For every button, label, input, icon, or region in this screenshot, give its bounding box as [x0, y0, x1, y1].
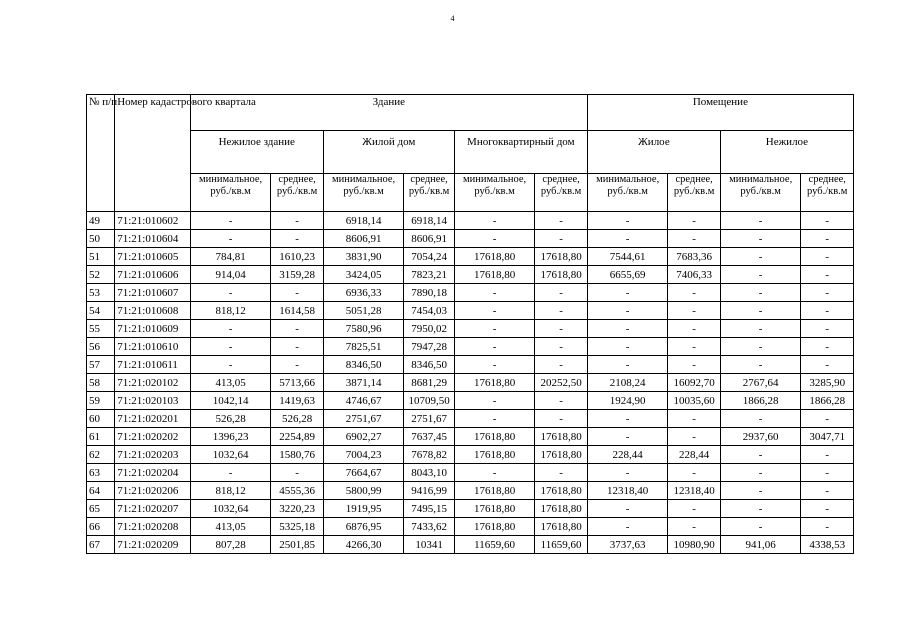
price-cell: -: [535, 320, 587, 338]
price-cell: -: [587, 518, 668, 536]
price-cell: -: [454, 230, 535, 248]
price-cell: -: [535, 212, 587, 230]
cadastral-number: 71:21:010610: [115, 338, 191, 356]
price-cell: -: [454, 284, 535, 302]
price-cell: 2501,85: [271, 536, 323, 554]
price-cell: -: [720, 410, 801, 428]
price-cell: -: [801, 410, 854, 428]
row-number: 60: [87, 410, 115, 428]
price-cell: 1032,64: [190, 500, 271, 518]
price-cell: -: [271, 320, 323, 338]
price-cell: -: [720, 482, 801, 500]
cadastral-number: 71:21:010606: [115, 266, 191, 284]
header-min-price: минимальное, руб./кв.м: [720, 174, 801, 212]
price-cell: -: [535, 410, 587, 428]
header-min-price: минимальное, руб./кв.м: [587, 174, 668, 212]
price-cell: -: [801, 320, 854, 338]
table-row: [87, 464, 854, 482]
price-cell: 17618,80: [454, 518, 535, 536]
price-cell: 526,28: [271, 410, 323, 428]
table-row: [87, 338, 854, 356]
price-cell: 6902,27: [323, 428, 404, 446]
cadastral-value-table: [86, 94, 854, 554]
price-cell: -: [720, 464, 801, 482]
price-cell: -: [668, 410, 720, 428]
price-cell: -: [720, 248, 801, 266]
price-cell: 10341: [404, 536, 454, 554]
price-cell: -: [668, 284, 720, 302]
cadastral-number: 71:21:020207: [115, 500, 191, 518]
price-cell: 20252,50: [535, 374, 587, 392]
price-cell: 7495,15: [404, 500, 454, 518]
price-cell: 228,44: [668, 446, 720, 464]
price-cell: 7406,33: [668, 266, 720, 284]
price-cell: -: [668, 302, 720, 320]
price-cell: 784,81: [190, 248, 271, 266]
header-non-residential: Нежилое: [720, 131, 853, 174]
price-cell: 1866,28: [801, 392, 854, 410]
price-cell: 1042,14: [190, 392, 271, 410]
table-row: [87, 518, 854, 536]
price-cell: -: [668, 464, 720, 482]
row-number: 62: [87, 446, 115, 464]
price-cell: -: [454, 410, 535, 428]
price-cell: 8606,91: [404, 230, 454, 248]
price-cell: -: [454, 302, 535, 320]
row-number: 64: [87, 482, 115, 500]
price-cell: -: [535, 464, 587, 482]
price-cell: 2937,60: [720, 428, 801, 446]
price-cell: 3831,90: [323, 248, 404, 266]
price-cell: -: [720, 284, 801, 302]
price-cell: -: [271, 464, 323, 482]
price-cell: 6918,14: [323, 212, 404, 230]
cadastral-number: 71:21:010607: [115, 284, 191, 302]
price-cell: 8681,29: [404, 374, 454, 392]
price-cell: 11659,60: [454, 536, 535, 554]
price-cell: 7637,45: [404, 428, 454, 446]
price-cell: 7054,24: [404, 248, 454, 266]
table-row: [87, 374, 854, 392]
price-cell: 7890,18: [404, 284, 454, 302]
price-cell: -: [801, 446, 854, 464]
price-cell: 7825,51: [323, 338, 404, 356]
cadastral-number: 71:21:020102: [115, 374, 191, 392]
price-cell: 4555,36: [271, 482, 323, 500]
table-row: [87, 428, 854, 446]
row-number: 54: [87, 302, 115, 320]
price-cell: 7823,21: [404, 266, 454, 284]
price-cell: 10709,50: [404, 392, 454, 410]
price-cell: 2751,67: [323, 410, 404, 428]
header-avg-price: среднее, руб./кв.м: [271, 174, 323, 212]
price-cell: 2254,89: [271, 428, 323, 446]
header-min-price: минимальное, руб./кв.м: [454, 174, 535, 212]
price-cell: 6918,14: [404, 212, 454, 230]
price-cell: 4338,53: [801, 536, 854, 554]
cadastral-number: 71:21:020209: [115, 536, 191, 554]
price-cell: -: [801, 230, 854, 248]
price-cell: -: [720, 212, 801, 230]
price-cell: 413,05: [190, 374, 271, 392]
row-number: 52: [87, 266, 115, 284]
price-cell: -: [271, 230, 323, 248]
header-avg-price: среднее, руб./кв.м: [535, 174, 587, 212]
price-cell: -: [454, 320, 535, 338]
price-cell: 11659,60: [535, 536, 587, 554]
price-cell: 17618,80: [535, 248, 587, 266]
price-cell: -: [801, 500, 854, 518]
price-cell: 8346,50: [404, 356, 454, 374]
price-cell: -: [801, 338, 854, 356]
price-cell: 2108,24: [587, 374, 668, 392]
price-cell: 3220,23: [271, 500, 323, 518]
price-cell: 6655,69: [587, 266, 668, 284]
price-cell: -: [587, 428, 668, 446]
price-cell: 818,12: [190, 482, 271, 500]
cadastral-number: 71:21:010609: [115, 320, 191, 338]
price-cell: -: [801, 518, 854, 536]
price-cell: -: [801, 482, 854, 500]
price-cell: 5713,66: [271, 374, 323, 392]
price-cell: 17618,80: [535, 428, 587, 446]
price-cell: 3737,63: [587, 536, 668, 554]
row-number: 59: [87, 392, 115, 410]
row-number: 61: [87, 428, 115, 446]
price-cell: -: [720, 338, 801, 356]
cadastral-number: 71:21:020103: [115, 392, 191, 410]
price-cell: 17618,80: [454, 500, 535, 518]
price-cell: -: [587, 212, 668, 230]
header-cadastral-quarter: Номер кадастрового квартала: [115, 95, 191, 212]
price-cell: -: [720, 266, 801, 284]
table-row: [87, 446, 854, 464]
row-number: 66: [87, 518, 115, 536]
price-cell: 807,28: [190, 536, 271, 554]
price-cell: -: [801, 302, 854, 320]
price-cell: 1396,23: [190, 428, 271, 446]
price-cell: -: [801, 266, 854, 284]
price-cell: -: [720, 356, 801, 374]
price-cell: -: [190, 212, 271, 230]
price-cell: -: [587, 356, 668, 374]
price-cell: -: [668, 230, 720, 248]
price-cell: -: [535, 338, 587, 356]
price-cell: 3159,28: [271, 266, 323, 284]
price-cell: 228,44: [587, 446, 668, 464]
price-cell: -: [587, 230, 668, 248]
price-cell: 526,28: [190, 410, 271, 428]
cadastral-number: 71:21:020206: [115, 482, 191, 500]
price-cell: 1614,58: [271, 302, 323, 320]
cadastral-number: 71:21:020202: [115, 428, 191, 446]
table-row: [87, 536, 854, 554]
price-cell: -: [535, 392, 587, 410]
price-cell: 914,04: [190, 266, 271, 284]
price-cell: 1580,76: [271, 446, 323, 464]
price-cell: 17618,80: [535, 446, 587, 464]
price-cell: 1032,64: [190, 446, 271, 464]
price-cell: 3285,90: [801, 374, 854, 392]
header-min-price: минимальное, руб./кв.м: [190, 174, 271, 212]
price-cell: -: [535, 356, 587, 374]
table-row: [87, 284, 854, 302]
price-cell: 7664,67: [323, 464, 404, 482]
price-cell: 17618,80: [454, 266, 535, 284]
row-number: 56: [87, 338, 115, 356]
price-cell: -: [454, 356, 535, 374]
table-row: [87, 302, 854, 320]
price-cell: -: [454, 212, 535, 230]
price-cell: 1924,90: [587, 392, 668, 410]
price-cell: 3047,71: [801, 428, 854, 446]
cadastral-number: 71:21:010605: [115, 248, 191, 266]
row-number: 65: [87, 500, 115, 518]
price-cell: -: [587, 500, 668, 518]
header-min-price: минимальное, руб./кв.м: [323, 174, 404, 212]
row-number: 50: [87, 230, 115, 248]
price-cell: 7433,62: [404, 518, 454, 536]
row-number: 63: [87, 464, 115, 482]
table-row: [87, 212, 854, 230]
price-cell: -: [587, 410, 668, 428]
price-cell: -: [801, 212, 854, 230]
table-row: [87, 410, 854, 428]
price-cell: 17618,80: [454, 428, 535, 446]
price-cell: -: [668, 356, 720, 374]
price-cell: 413,05: [190, 518, 271, 536]
price-cell: 7683,36: [668, 248, 720, 266]
cadastral-number: 71:21:020201: [115, 410, 191, 428]
table-row: [87, 392, 854, 410]
price-cell: -: [271, 356, 323, 374]
page-number: 4: [450, 14, 455, 23]
price-cell: 17618,80: [454, 446, 535, 464]
price-cell: 3424,05: [323, 266, 404, 284]
price-cell: -: [454, 392, 535, 410]
cadastral-number: 71:21:010602: [115, 212, 191, 230]
price-cell: 1866,28: [720, 392, 801, 410]
price-cell: 16092,70: [668, 374, 720, 392]
price-cell: -: [668, 212, 720, 230]
price-cell: -: [668, 500, 720, 518]
price-cell: 7947,28: [404, 338, 454, 356]
price-cell: 7950,02: [404, 320, 454, 338]
price-cell: -: [587, 284, 668, 302]
price-cell: -: [720, 500, 801, 518]
price-cell: 7678,82: [404, 446, 454, 464]
price-cell: -: [720, 230, 801, 248]
header-row-number: № п/п: [87, 95, 115, 212]
cadastral-number: 71:21:010608: [115, 302, 191, 320]
price-cell: -: [801, 356, 854, 374]
price-cell: 8346,50: [323, 356, 404, 374]
table-row: [87, 230, 854, 248]
price-cell: -: [271, 284, 323, 302]
price-cell: 6876,95: [323, 518, 404, 536]
header-avg-price: среднее, руб./кв.м: [668, 174, 720, 212]
price-cell: -: [720, 320, 801, 338]
price-cell: 17618,80: [535, 518, 587, 536]
price-cell: 7454,03: [404, 302, 454, 320]
price-cell: 4266,30: [323, 536, 404, 554]
header-avg-price: среднее, руб./кв.м: [801, 174, 854, 212]
price-cell: 1610,23: [271, 248, 323, 266]
price-cell: 1419,63: [271, 392, 323, 410]
row-number: 67: [87, 536, 115, 554]
price-cell: 2751,67: [404, 410, 454, 428]
price-cell: 12318,40: [587, 482, 668, 500]
price-cell: 2767,64: [720, 374, 801, 392]
price-cell: -: [587, 302, 668, 320]
price-cell: -: [720, 446, 801, 464]
price-cell: -: [535, 302, 587, 320]
price-cell: 6936,33: [323, 284, 404, 302]
price-cell: 7004,23: [323, 446, 404, 464]
price-cell: 818,12: [190, 302, 271, 320]
price-cell: -: [190, 230, 271, 248]
price-cell: -: [587, 320, 668, 338]
price-cell: -: [271, 212, 323, 230]
row-number: 58: [87, 374, 115, 392]
header-building: Здание: [190, 95, 587, 131]
price-cell: -: [190, 464, 271, 482]
price-cell: -: [801, 248, 854, 266]
price-cell: 4746,67: [323, 392, 404, 410]
price-cell: 17618,80: [535, 482, 587, 500]
row-number: 49: [87, 212, 115, 230]
price-cell: -: [668, 320, 720, 338]
table-row: [87, 500, 854, 518]
row-number: 57: [87, 356, 115, 374]
table-row: [87, 482, 854, 500]
price-cell: 17618,80: [454, 374, 535, 392]
cadastral-number: 71:21:010611: [115, 356, 191, 374]
price-cell: 17618,80: [454, 248, 535, 266]
row-number: 55: [87, 320, 115, 338]
row-number: 53: [87, 284, 115, 302]
price-cell: 8606,91: [323, 230, 404, 248]
header-avg-price: среднее, руб./кв.м: [404, 174, 454, 212]
header-residential: Жилое: [587, 131, 720, 174]
price-cell: -: [587, 338, 668, 356]
price-cell: 8043,10: [404, 464, 454, 482]
price-cell: -: [535, 284, 587, 302]
table-row: [87, 248, 854, 266]
price-cell: 10980,90: [668, 536, 720, 554]
header-premises: Помещение: [587, 95, 853, 131]
price-cell: -: [801, 284, 854, 302]
price-cell: 941,06: [720, 536, 801, 554]
price-cell: -: [668, 518, 720, 536]
row-number: 51: [87, 248, 115, 266]
price-cell: 5051,28: [323, 302, 404, 320]
price-cell: -: [271, 338, 323, 356]
price-cell: -: [190, 320, 271, 338]
price-cell: 7580,96: [323, 320, 404, 338]
price-cell: 9416,99: [404, 482, 454, 500]
price-cell: -: [668, 338, 720, 356]
price-cell: -: [587, 464, 668, 482]
price-cell: 17618,80: [535, 500, 587, 518]
cadastral-number: 71:21:020208: [115, 518, 191, 536]
price-cell: 5325,18: [271, 518, 323, 536]
price-cell: 12318,40: [668, 482, 720, 500]
price-cell: -: [668, 428, 720, 446]
price-cell: -: [454, 338, 535, 356]
table-row: [87, 266, 854, 284]
price-cell: 5800,99: [323, 482, 404, 500]
cadastral-number: 71:21:020204: [115, 464, 191, 482]
price-cell: -: [535, 230, 587, 248]
price-cell: 17618,80: [535, 266, 587, 284]
price-cell: -: [720, 302, 801, 320]
price-cell: -: [190, 284, 271, 302]
table-row: [87, 356, 854, 374]
price-cell: 7544,61: [587, 248, 668, 266]
cadastral-number: 71:21:010604: [115, 230, 191, 248]
price-cell: 10035,60: [668, 392, 720, 410]
header-apartment-building: Многоквартирный дом: [454, 131, 587, 174]
price-cell: 1919,95: [323, 500, 404, 518]
price-cell: 3871,14: [323, 374, 404, 392]
price-cell: -: [190, 356, 271, 374]
cadastral-number: 71:21:020203: [115, 446, 191, 464]
header-residential-house: Жилой дом: [323, 131, 454, 174]
price-cell: 17618,80: [454, 482, 535, 500]
price-cell: -: [801, 464, 854, 482]
price-cell: -: [454, 464, 535, 482]
header-non-residential-building: Нежилое здание: [190, 131, 323, 174]
table-row: [87, 320, 854, 338]
price-cell: -: [190, 338, 271, 356]
price-cell: -: [720, 518, 801, 536]
